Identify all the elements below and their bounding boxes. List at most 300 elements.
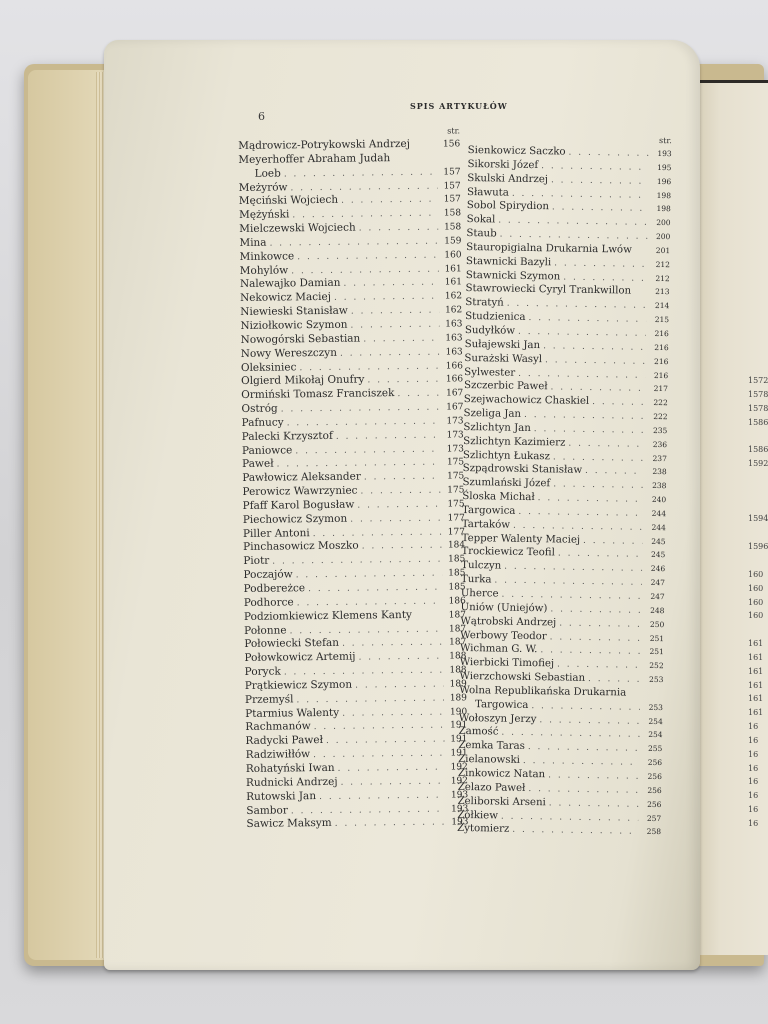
index-entry — [244, 649, 466, 666]
entry-title: Mężyński — [238, 208, 290, 222]
index-entry — [243, 497, 465, 514]
entry-page-number: 187 — [449, 637, 467, 648]
entry-title: Poryck — [244, 665, 281, 679]
entry-title: Podbereżce — [243, 582, 306, 595]
entry-title: Mielczewski Wojciech — [239, 221, 356, 236]
entry-title: Przemyśl — [244, 693, 294, 706]
adjacent-page-number: 161 — [748, 708, 764, 718]
entry-page-number: 212 — [655, 259, 671, 269]
entry-title: Żelazo Paweł — [457, 781, 526, 794]
adjacent-page-number: 160 — [748, 597, 764, 607]
adjacent-page-number — [748, 526, 768, 540]
dot-leader — [559, 617, 641, 632]
index-entry — [245, 719, 467, 736]
adjacent-page-number: 1596 — [748, 542, 768, 552]
entry-page-number: 193 — [657, 148, 672, 159]
entry-title: Śloska Michał — [462, 491, 535, 504]
entry-title: Tepper Walenty Maciej — [461, 532, 581, 546]
entry-title: Radycki Paweł — [245, 734, 324, 748]
entry-title: Palecki Krzysztof — [241, 429, 333, 443]
entry-title: Nowogórski Sebastian — [240, 332, 361, 346]
entry-page-number: 193 — [451, 803, 469, 814]
index-entry — [240, 290, 462, 307]
entry-page-number: 157 — [443, 166, 461, 178]
dot-leader — [507, 298, 647, 314]
entry-title: Oleksiniec — [240, 360, 297, 374]
entry-title: Podhorce — [243, 596, 294, 609]
index-entry — [245, 663, 467, 680]
adjacent-page-number — [748, 499, 768, 513]
adjacent-page-number — [748, 471, 768, 485]
index-entry — [245, 691, 467, 708]
entry-title: Piechowicz Szymon — [242, 512, 348, 526]
adjacent-page-number — [748, 623, 768, 637]
index-entry — [241, 386, 463, 403]
entry-title: Stauropigialna Drukarnia Lwów — [466, 241, 632, 256]
entry-page-number: 158 — [443, 222, 462, 233]
adjacent-page-number: 16 — [748, 763, 759, 773]
entry-page-number: 250 — [649, 619, 665, 629]
entry-page-number: 162 — [444, 305, 463, 316]
adjacent-page-number: 1578 — [748, 403, 768, 413]
entry-page-number: 175 — [446, 457, 465, 468]
entry-page-number: 251 — [649, 633, 665, 643]
entry-title: Szpądrowski Stanisław — [462, 463, 583, 477]
adjacent-page-number: 1572 — [748, 376, 768, 385]
entry-page-number: 213 — [655, 287, 670, 297]
entry-page-number: 201 — [655, 245, 671, 256]
dot-leader — [548, 769, 639, 784]
entry-title: Targowica — [474, 698, 529, 711]
dot-leader — [342, 637, 443, 652]
dot-leader — [358, 651, 443, 666]
entry-page-number: 237 — [652, 453, 667, 463]
adjacent-page-number: 16 — [748, 735, 759, 745]
index-entry — [244, 636, 466, 653]
entry-title: Wichman G. W. — [459, 643, 538, 656]
dot-leader — [350, 512, 442, 527]
entry-title: Szejwachowicz Chaskiel — [463, 394, 590, 408]
entry-page-number: 163 — [445, 333, 463, 344]
entry-page-number: 245 — [651, 536, 666, 546]
index-entry — [243, 539, 465, 556]
entry-page-number: 244 — [651, 522, 666, 532]
entry-title: Meżyrów — [238, 180, 288, 194]
dot-leader — [393, 160, 437, 161]
entry-title: Zemka Taras — [458, 740, 525, 753]
entry-title: Piller Antoni — [242, 526, 310, 540]
dot-leader — [341, 194, 438, 209]
entry-page-number: 193 — [450, 789, 469, 801]
index-entry — [245, 733, 467, 750]
index-entry — [245, 677, 467, 694]
str-label: str. — [447, 126, 461, 136]
index-entry — [238, 165, 460, 182]
adjacent-page-number: 16 — [748, 791, 759, 801]
entry-title: Zinkowicz Natan — [457, 767, 546, 781]
entry-title: Szlichtyn Łukasz — [462, 449, 551, 462]
entry-page-number: 162 — [444, 291, 463, 302]
entry-title: Żytomierz — [456, 823, 510, 836]
entry-title: Ormiński Tomasz Franciszek — [241, 387, 395, 402]
entry-title: Stratyń — [465, 297, 504, 309]
entry-title: Zamość — [458, 726, 499, 738]
entry-page-number: 173 — [446, 443, 464, 455]
entry-page-number: 188 — [449, 651, 467, 662]
dot-leader — [326, 734, 445, 749]
adjacent-page-number: 16 — [748, 722, 759, 732]
entry-title: Tulczyn — [461, 560, 502, 572]
entry-title: Trockiewicz Teofil — [461, 546, 555, 559]
entry-title: Werbowy Teodor — [460, 629, 547, 642]
entry-title: Tartaków — [461, 518, 511, 531]
entry-title: Prątkiewicz Szymon — [244, 678, 353, 692]
index-entry — [240, 276, 462, 293]
entry-title: Poczajów — [243, 568, 293, 582]
adjacent-page-number: 1586 — [748, 417, 768, 427]
index-column-left — [238, 125, 469, 832]
entry-page-number: 163 — [445, 319, 463, 330]
entry-page-number: 175 — [447, 471, 465, 482]
entry-title: Rutowski Jan — [246, 789, 317, 803]
index-entry — [241, 400, 463, 417]
entry-title: Uniów (Uniejów) — [460, 601, 548, 615]
entry-page-number: 158 — [443, 208, 462, 219]
entry-page-number: 189 — [449, 692, 468, 704]
entry-page-number: 212 — [655, 273, 670, 283]
entry-title: Mohylów — [239, 263, 289, 277]
index-entry — [246, 788, 468, 805]
dot-leader — [552, 202, 648, 217]
entry-title: Połowkowicz Artemij — [244, 650, 356, 665]
entry-page-number: 253 — [648, 702, 664, 712]
entry-title: Wierbicki Timofiej — [459, 657, 555, 670]
index-entry — [246, 774, 468, 791]
index-entry — [243, 525, 465, 542]
adjacent-page-number: 160 — [748, 583, 764, 593]
adjacent-page-number: 160 — [748, 569, 764, 579]
dot-leader — [362, 540, 443, 555]
entry-title: Meyerhoffer Abraham Judah — [238, 151, 391, 166]
entry-page-number: 244 — [651, 508, 667, 519]
entry-page-number: 240 — [651, 495, 667, 505]
entry-title: Nekowicz Maciej — [240, 291, 332, 305]
adjacent-page-number: 1586 — [748, 445, 768, 455]
index-entry — [246, 802, 468, 819]
adjacent-page-number: 1578 — [748, 389, 768, 399]
dot-leader — [550, 631, 642, 646]
adjacent-page-number: 16 — [748, 805, 759, 815]
dot-leader — [583, 534, 643, 549]
entry-title: Niewieski Stanisław — [240, 304, 348, 319]
index-entry — [239, 207, 461, 224]
adjacent-page-number: 160 — [748, 611, 764, 621]
entry-page-number: 222 — [653, 398, 668, 408]
index-entry — [243, 553, 465, 570]
dot-leader — [340, 775, 445, 790]
entry-page-number: 216 — [654, 356, 669, 366]
index-entry — [241, 345, 463, 362]
entry-page-number: 198 — [656, 204, 671, 214]
entry-page-number: 191 — [450, 748, 468, 759]
entry-title: Nowy Wereszczyn — [240, 346, 338, 360]
adjacent-page-number: 161 — [748, 639, 764, 649]
entry-page-number: 235 — [652, 425, 668, 436]
adjacent-page-number — [748, 554, 768, 568]
entry-page-number: 252 — [649, 661, 664, 671]
index-entry — [241, 373, 463, 390]
entry-title: Paniowce — [241, 443, 293, 457]
index-entry — [240, 303, 462, 320]
entry-page-number: 192 — [450, 776, 469, 787]
entry-title: Olgierd Mikołaj Onufry — [241, 373, 365, 388]
entry-page-number: 173 — [446, 429, 464, 441]
dot-leader — [359, 222, 439, 237]
entry-title: Szumlański Józef — [462, 477, 551, 490]
entry-title: Rohatyński Iwan — [245, 761, 335, 775]
dot-leader — [360, 485, 441, 500]
entry-page-number: 161 — [444, 263, 462, 275]
entry-page-number: 256 — [647, 785, 662, 795]
index-entry — [243, 511, 465, 528]
entry-page-number: 184 — [447, 540, 466, 551]
entry-title: Wierzchowski Sebastian — [459, 670, 586, 684]
entry-page-number: 157 — [443, 180, 461, 192]
index-entry — [240, 317, 462, 334]
index-entry — [246, 816, 468, 833]
dot-leader — [554, 257, 647, 272]
entry-page-number: 256 — [647, 758, 663, 768]
entry-title: Zielanowski — [458, 754, 521, 767]
adjacent-page-number: 1594 — [748, 514, 768, 524]
adjacent-page-number: 1592 — [748, 459, 768, 469]
index-entry — [244, 622, 466, 639]
entry-title: Sienkowicz Saczko — [467, 144, 566, 158]
dot-leader — [549, 797, 639, 812]
entry-title: Sułajewski Jan — [464, 338, 541, 351]
entry-page-number: 196 — [656, 176, 672, 186]
entry-title: Rudnicki Andrzej — [245, 775, 338, 789]
entry-title: Ostróg — [241, 402, 278, 416]
entry-title: Połowiecki Stefan — [244, 637, 340, 651]
entry-page-number: 254 — [648, 716, 663, 726]
dot-leader — [342, 706, 444, 721]
dot-leader — [338, 761, 445, 776]
index-entry — [239, 234, 461, 251]
entry-page-number: 216 — [653, 370, 669, 380]
adjacent-page-number — [748, 429, 768, 443]
index-entry — [242, 442, 464, 459]
entry-title: Staub — [466, 228, 497, 240]
entry-page-number: 253 — [649, 674, 664, 685]
entry-page-number: 191 — [450, 734, 468, 745]
entry-page-number: 160 — [444, 250, 462, 261]
entry-page-number: 192 — [450, 762, 468, 773]
index-entry — [239, 193, 461, 210]
entry-page-number: 217 — [653, 384, 669, 394]
entry-title: Żółkiew — [457, 809, 499, 822]
entry-page-number: 236 — [652, 439, 668, 449]
entry-page-number: 188 — [449, 665, 467, 676]
entry-page-number: 200 — [655, 232, 671, 242]
entry-title: Sudyłków — [464, 324, 516, 337]
entry-page-number: 187 — [448, 609, 467, 621]
entry-page-number: 248 — [650, 605, 665, 615]
entry-title: Pafnucy — [241, 416, 284, 429]
entry-page-number: 159 — [444, 236, 462, 247]
entry-page-number: 198 — [656, 190, 672, 200]
entry-title: Sobol Spirydion — [466, 200, 550, 213]
entry-page-number: 216 — [654, 342, 669, 352]
entry-page-number: 185 — [448, 554, 466, 565]
dot-leader — [568, 437, 644, 452]
dot-leader — [334, 291, 439, 306]
entry-title: Ptarmius Walenty — [245, 706, 340, 720]
entry-title: Radziwiłłów — [245, 748, 311, 762]
entry-title: Stawrowiecki Cyryl Trankwillon — [465, 283, 632, 298]
entry-title: Sambor — [246, 803, 288, 817]
entry-page-number: 190 — [449, 706, 468, 718]
entry-page-number: 247 — [650, 591, 665, 602]
index-entry — [239, 220, 461, 237]
entry-title: Loeb — [254, 167, 281, 180]
adjacent-page-number: 16 — [748, 819, 759, 828]
index-entry — [242, 483, 464, 500]
index-entry — [239, 248, 461, 265]
entry-title: Stawnicki Szymon — [465, 269, 561, 283]
dot-leader — [592, 396, 645, 411]
entry-title: Szeliga Jan — [463, 407, 522, 420]
dot-leader — [364, 471, 442, 486]
dot-leader — [363, 332, 439, 347]
entry-page-number: 177 — [447, 526, 466, 538]
entry-page-number: 175 — [447, 485, 465, 496]
adjacent-page-number: 161 — [748, 680, 764, 690]
entry-page-number: 215 — [654, 315, 670, 325]
entry-page-number: 185 — [448, 582, 466, 593]
entry-page-number: 255 — [647, 744, 663, 754]
dot-leader — [397, 388, 440, 402]
entry-page-number: 175 — [447, 499, 465, 510]
dot-leader — [343, 277, 439, 292]
adjacent-page-numbers — [748, 374, 768, 831]
page-number: 6 — [258, 110, 265, 123]
entry-page-number: 186 — [448, 596, 466, 607]
entry-title: Sawicz Maksym — [246, 817, 332, 831]
index-column-right — [457, 132, 672, 839]
entry-page-number: 195 — [657, 162, 672, 173]
entry-title: Szlichtyn Jan — [463, 421, 531, 434]
entry-title: Stawnicki Bazyli — [465, 255, 552, 269]
entry-title: Mina — [239, 236, 267, 249]
entry-title: Pawłowicz Aleksander — [242, 470, 361, 485]
page-header: SPIS ARTYKUŁÓW — [410, 101, 508, 111]
dot-leader — [336, 429, 441, 444]
entry-title: Szczerbic Paweł — [463, 380, 548, 393]
entry-title: Sylwester — [464, 366, 516, 379]
entry-page-number: 173 — [446, 416, 464, 427]
entry-page-number: 189 — [449, 679, 467, 690]
entry-page-number: 216 — [654, 328, 669, 339]
dot-leader — [351, 305, 440, 320]
entry-page-number: 167 — [446, 402, 464, 413]
entry-title: Szlichtyn Kazimierz — [463, 435, 566, 449]
adjacent-page-number: 161 — [748, 694, 764, 704]
index-entry — [246, 746, 468, 763]
dot-leader — [585, 465, 644, 480]
entry-page-number: 245 — [650, 550, 666, 560]
index-entry — [242, 470, 464, 487]
entry-page-number: 254 — [648, 730, 663, 740]
entry-page-number: 247 — [650, 578, 666, 588]
adjacent-page-number: 161 — [748, 652, 764, 662]
dot-leader — [335, 817, 446, 832]
entry-title: Piotr — [243, 554, 270, 568]
entry-title: Niziołkowic Szymon — [240, 318, 348, 332]
entry-title: Skulski Andrzej — [467, 172, 549, 185]
index-entry — [244, 580, 466, 597]
entry-title: Mądrowicz-Potrykowski Andrzej — [238, 137, 410, 152]
index-entry — [242, 414, 464, 431]
dot-leader — [558, 548, 643, 563]
entry-page-number: 166 — [445, 360, 463, 371]
entry-page-number: 256 — [647, 771, 662, 782]
index-entry — [246, 760, 468, 777]
entry-title: Wołoszyn Jerzy — [458, 712, 537, 725]
dot-leader — [350, 319, 439, 334]
entry-page-number: 163 — [445, 346, 463, 358]
entry-page-number: 156 — [442, 139, 461, 150]
adjacent-page-number: 16 — [748, 777, 759, 787]
dot-leader — [355, 678, 444, 693]
entry-page-number: 167 — [446, 388, 464, 399]
index-entry — [244, 594, 466, 611]
entry-title: Sokal — [466, 214, 496, 226]
entry-page-number: 193 — [451, 817, 469, 828]
entry-page-number: 257 — [646, 813, 662, 823]
entry-title: Wątrobski Andrzej — [460, 615, 557, 629]
dot-leader — [367, 374, 440, 389]
entry-title: Studzienica — [465, 311, 526, 324]
entry-title: Sikorski Józef — [467, 158, 539, 171]
index-entry — [242, 428, 464, 445]
entry-title: Pinchasowicz Moszko — [243, 540, 359, 554]
dot-leader — [540, 645, 641, 660]
dot-leader — [551, 174, 648, 189]
entry-title: Pfaff Karol Bogusław — [242, 498, 355, 512]
index-entry — [242, 456, 464, 473]
dot-leader — [553, 479, 643, 494]
entry-title: Surażski Wasyl — [464, 352, 543, 365]
adjacent-page-number: 16 — [748, 749, 759, 759]
index-entry — [239, 179, 461, 196]
index-entry — [240, 262, 462, 279]
dot-leader — [512, 824, 638, 840]
entry-page-number: 157 — [443, 194, 461, 205]
dot-leader — [550, 603, 641, 618]
entry-title: Minkowce — [239, 250, 295, 263]
entry-title: Podziomkiewicz Klemens Kanty — [243, 608, 413, 623]
index-entry — [241, 331, 463, 348]
entry-page-number: 185 — [448, 568, 466, 579]
entry-page-number: 191 — [450, 720, 468, 731]
entry-page-number: 166 — [445, 374, 464, 385]
adjacent-page-number — [748, 485, 768, 499]
entry-title: Połonne — [244, 623, 287, 637]
str-label: str. — [659, 136, 672, 146]
index-entry — [243, 566, 465, 583]
dot-leader — [568, 147, 648, 162]
